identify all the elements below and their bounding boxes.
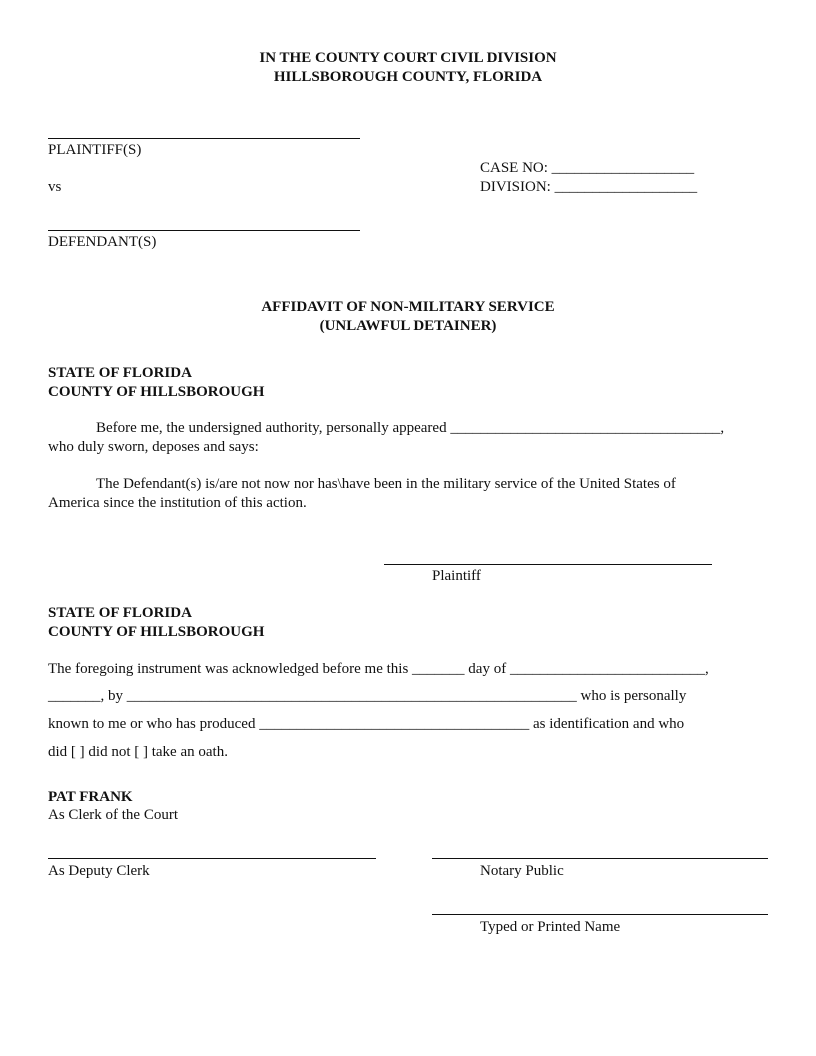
defendant-name-line[interactable]	[48, 230, 360, 231]
affidavit-title: AFFIDAVIT OF NON-MILITARY SERVICE	[261, 299, 555, 315]
typed-name-label: Typed or Printed Name	[480, 919, 621, 935]
sworn-line: who duly sworn, deposes and says:	[48, 439, 259, 455]
clerk-name: PAT FRANK	[48, 789, 133, 805]
plaintiff-name-line[interactable]	[48, 138, 360, 139]
statement-line1: The Defendant(s) is/are not now nor has\have been in the military service of the United States of	[96, 476, 676, 492]
appeared-line[interactable]: Before me, the undersigned authority, personally appeared ____________________________________,	[96, 420, 725, 436]
clerk-title: As Clerk of the Court	[48, 807, 178, 823]
case-number-field[interactable]: CASE NO: ___________________	[480, 160, 695, 176]
deputy-clerk-signature-line[interactable]	[48, 858, 376, 859]
notary-signature-line[interactable]	[432, 858, 768, 859]
notary-public-label: Notary Public	[480, 863, 564, 879]
plaintiff-label: PLAINTIFF(S)	[48, 142, 142, 158]
defendant-label: DEFENDANT(S)	[48, 234, 157, 250]
acknowledgment-line4[interactable]: did [ ] did not [ ] take an oath.	[48, 744, 228, 760]
venue-county: COUNTY OF HILLSBOROUGH	[48, 384, 265, 400]
plaintiff-signature-label: Plaintiff	[432, 568, 481, 584]
acknowledgment-line2[interactable]: _______, by ____________________________________________________________ who is personally	[48, 688, 687, 704]
venue-county-2: COUNTY OF HILLSBOROUGH	[48, 624, 265, 640]
court-header-line2: HILLSBOROUGH COUNTY, FLORIDA	[273, 69, 543, 85]
plaintiff-signature-line[interactable]	[384, 564, 712, 565]
versus-label: vs	[48, 179, 62, 195]
division-field[interactable]: DIVISION: ___________________	[480, 179, 698, 195]
deputy-clerk-label: As Deputy Clerk	[48, 863, 150, 879]
venue-state: STATE OF FLORIDA	[48, 365, 192, 381]
affidavit-subtitle: (UNLAWFUL DETAINER)	[319, 318, 497, 334]
venue-state-2: STATE OF FLORIDA	[48, 605, 192, 621]
court-header-line1: IN THE COUNTY COURT CIVIL DIVISION	[259, 50, 557, 66]
acknowledgment-line3[interactable]: known to me or who has produced ____________________________________ as identification and who	[48, 716, 685, 732]
acknowledgment-line1[interactable]: The foregoing instrument was acknowledged before me this _______ day of __________________________,	[48, 661, 709, 677]
statement-line2: America since the institution of this action.	[48, 495, 307, 511]
typed-name-line[interactable]	[432, 914, 768, 915]
